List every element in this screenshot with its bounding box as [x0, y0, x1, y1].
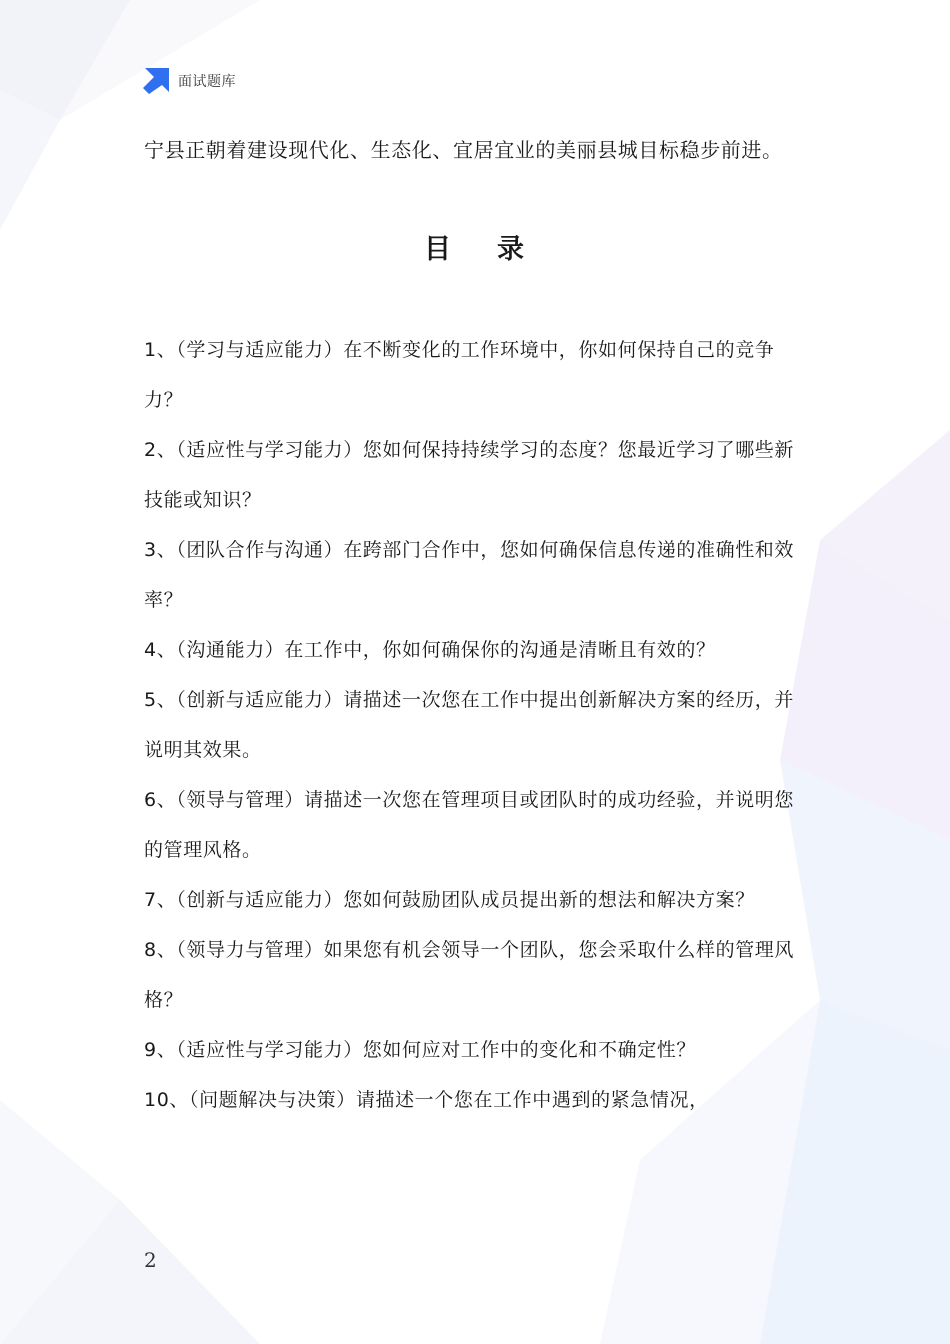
toc-item[interactable]: 8、（领导力与管理）如果您有机会领导一个团队，您会采取什么样的管理风格？: [144, 939, 794, 1011]
toc-item[interactable]: 2、（适应性与学习能力）您如何保持持续学习的态度？您最近学习了哪些新技能或知识？: [144, 439, 794, 511]
page-header: [143, 68, 236, 94]
arrow-up-right-icon: [143, 68, 169, 94]
page-content: [144, 125, 806, 1125]
toc-item[interactable]: 7、（创新与适应能力）您如何鼓励团队成员提出新的想法和解决方案？: [144, 889, 755, 911]
toc-title-char: 录: [497, 234, 526, 265]
toc-item[interactable]: 10、（问题解决与决策）请描述一个您在工作中遇到的紧急情况，: [144, 1089, 709, 1111]
toc-item[interactable]: 9、（适应性与学习能力）您如何应对工作中的变化和不确定性？: [144, 1039, 696, 1061]
toc-item[interactable]: 5、（创新与适应能力）请描述一次您在工作中提出创新解决方案的经历，并说明其效果。: [144, 689, 794, 761]
toc-title: [144, 225, 806, 275]
toc-list: [144, 325, 806, 1125]
toc-item[interactable]: 4、（沟通能力）在工作中，你如何确保你的沟通是清晰且有效的？: [144, 639, 716, 661]
intro-paragraph: 宁县正朝着建设现代化、生态化、宜居宜业的美丽县城目标稳步前进。: [144, 138, 783, 162]
toc-title-char: 目: [424, 234, 453, 265]
toc-item[interactable]: 6、（领导与管理）请描述一次您在管理项目或团队时的成功经验，并说明您的管理风格。: [144, 789, 794, 861]
page-number: 2: [144, 1248, 157, 1272]
brand-name: 面试题库: [178, 74, 236, 90]
toc-item[interactable]: 3、（团队合作与沟通）在跨部门合作中，您如何确保信息传递的准确性和效率？: [144, 539, 794, 611]
toc-item[interactable]: 1、（学习与适应能力）在不断变化的工作环境中，你如何保持自己的竞争力？: [144, 339, 775, 411]
